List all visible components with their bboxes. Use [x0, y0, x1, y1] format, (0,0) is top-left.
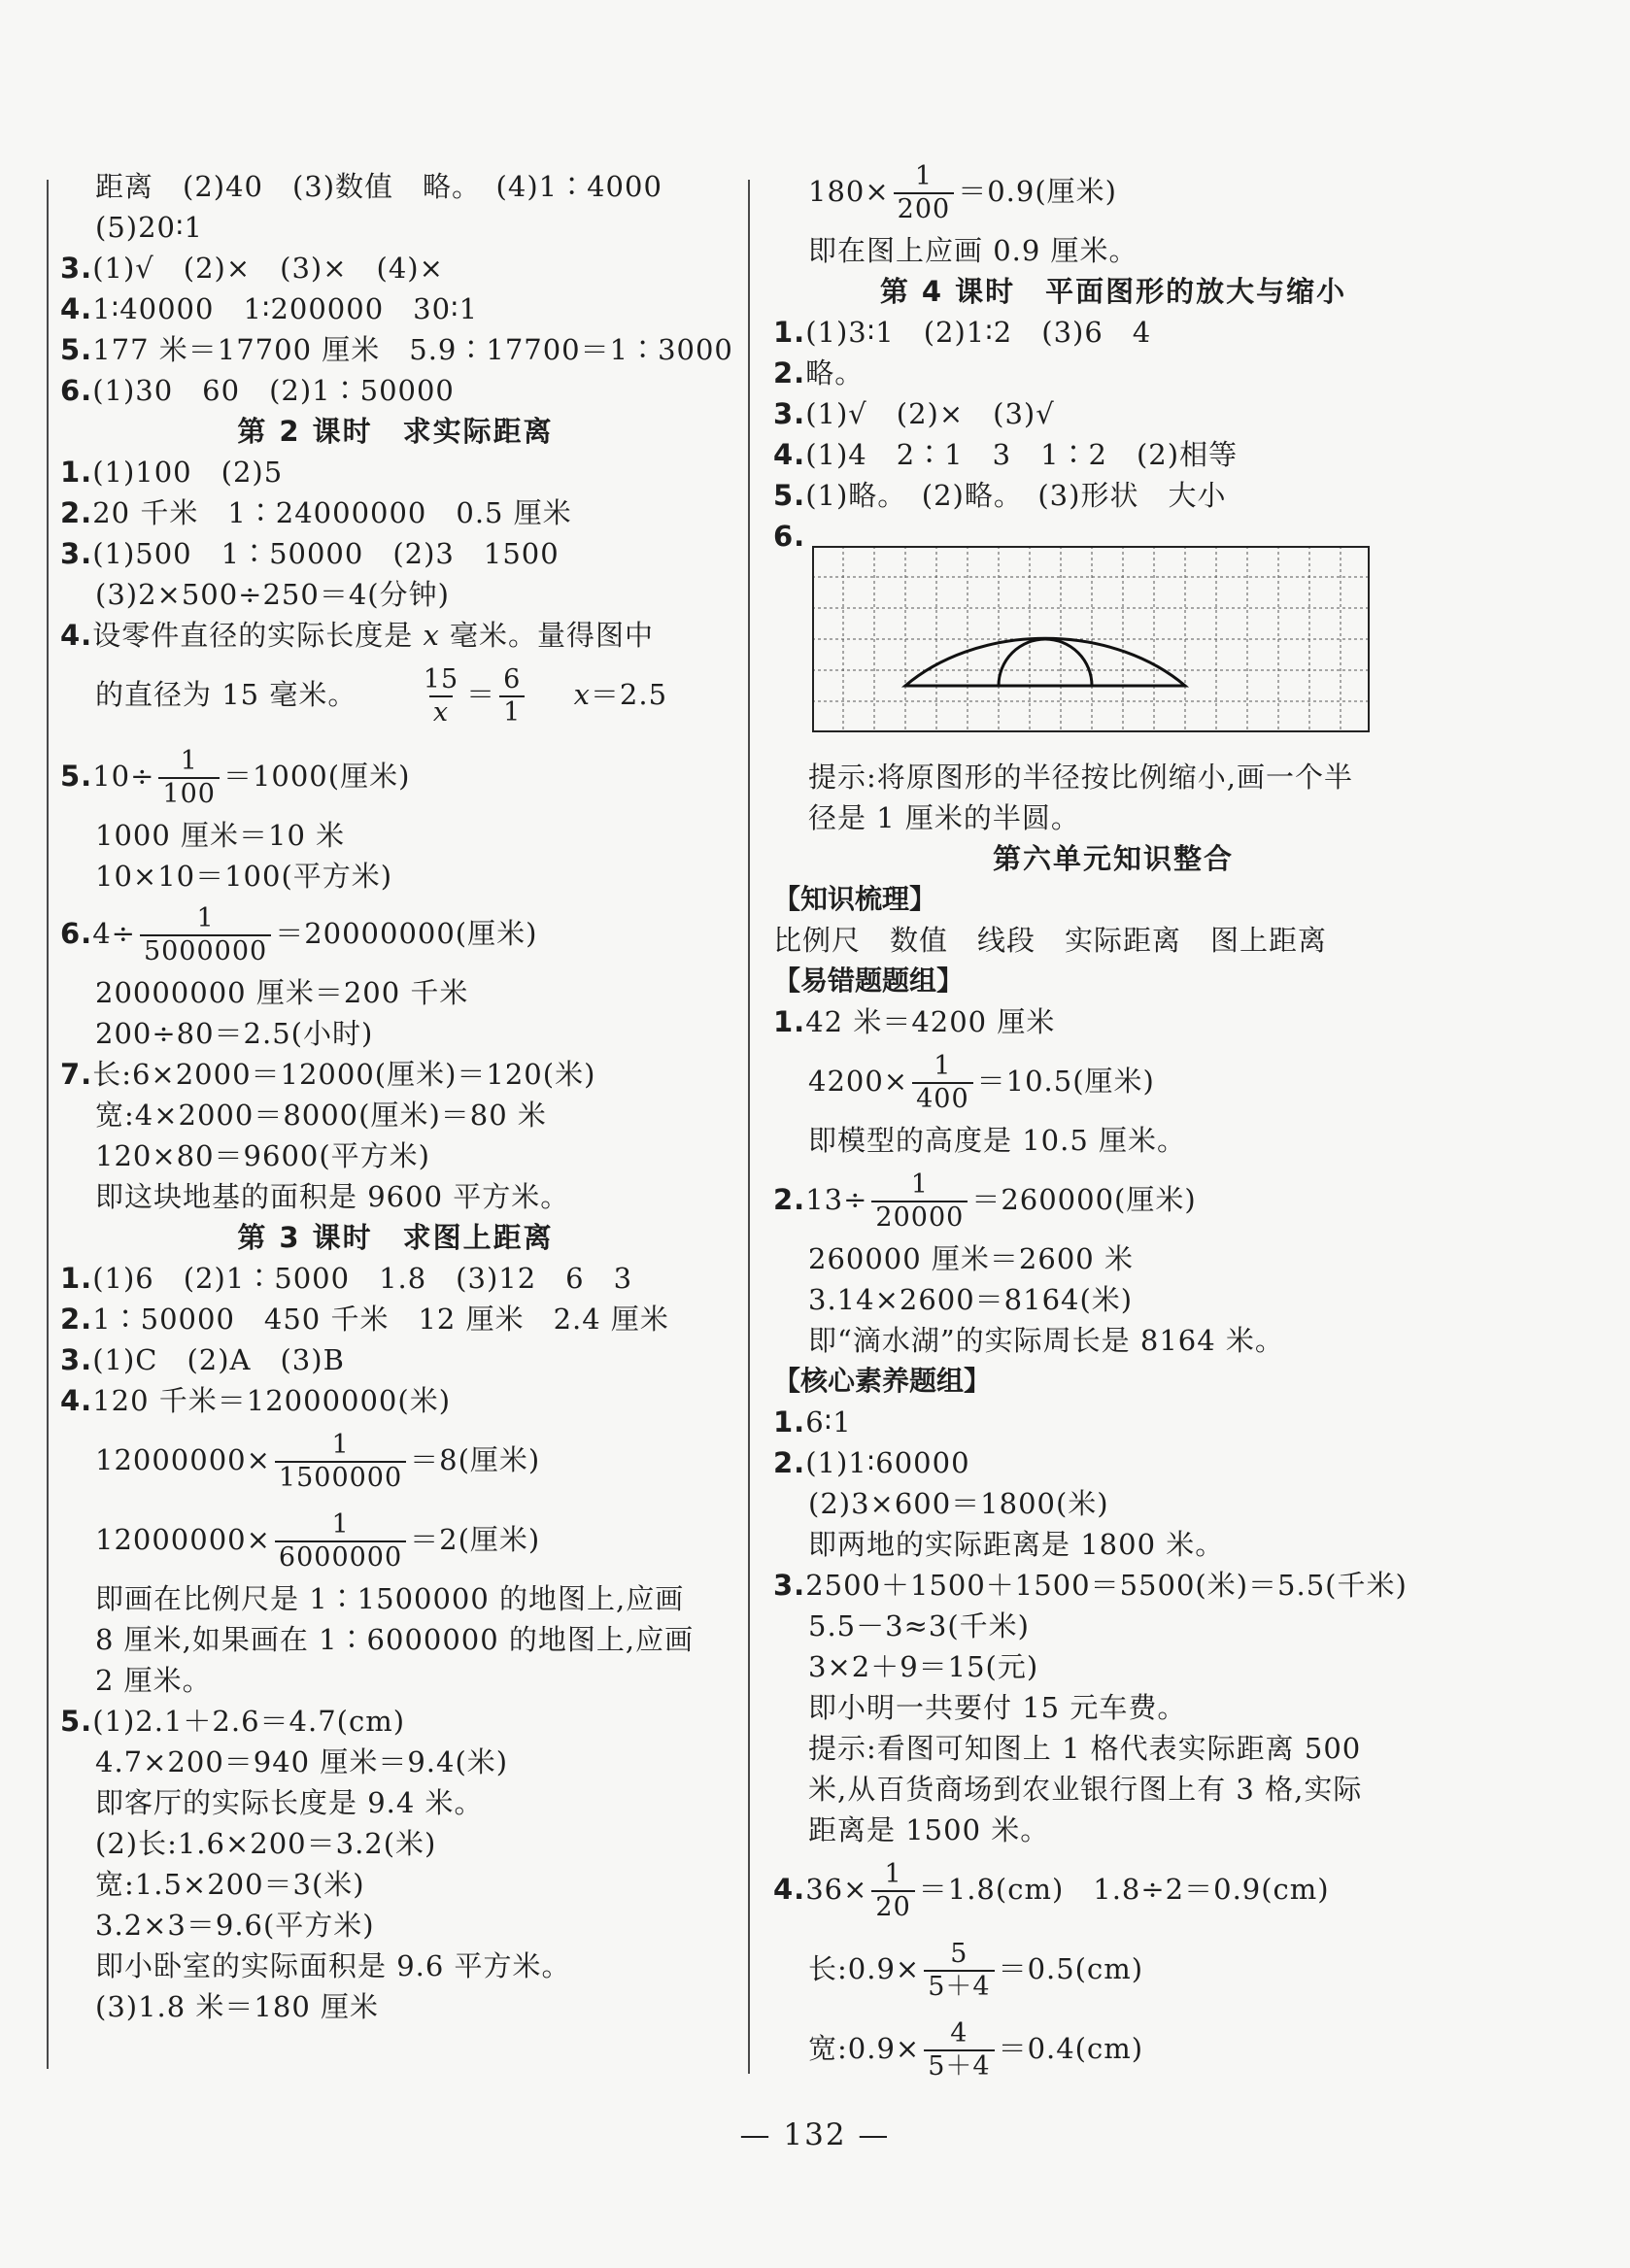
answer-text: ＝1000(厘米) [222, 760, 411, 793]
fraction [912, 1051, 973, 1115]
numerator: 15 [423, 664, 459, 694]
item-number: 6. [60, 374, 93, 407]
answer-2 [60, 495, 572, 530]
answer-line: 3.14×2600＝8164(米) [808, 1283, 1134, 1316]
answer-line-fraction [773, 2014, 1143, 2082]
hint-line: 提示:看图可知图上 1 格代表实际距离 500 [808, 1732, 1362, 1765]
small-semicircle [999, 639, 1092, 686]
item-number: 1. [60, 456, 93, 489]
left-margin-line [47, 180, 49, 2069]
answer-line: 即模型的高度是 10.5 厘米。 [808, 1124, 1187, 1157]
answer-line-fraction [773, 1935, 1143, 2003]
answer-line: 宽:1.5×200＝3(米) [95, 1868, 365, 1901]
fraction [894, 161, 955, 225]
fraction [499, 664, 525, 728]
item-number: 1. [773, 316, 806, 349]
item-number: 4. [60, 619, 93, 652]
lesson-2-heading: 第 2 课时 求实际距离 [237, 415, 554, 448]
answer-text: (1)500 1∶50000 (2)3 1500 [92, 537, 560, 570]
answer-line: 200÷80＝2.5(小时) [95, 1017, 374, 1050]
answer-line: 3.2×3＝9.6(平方米) [95, 1909, 375, 1942]
answer-4 [773, 1855, 1330, 1923]
answer-text: (1)6 (2)1∶5000 1.8 (3)12 6 3 [92, 1262, 633, 1295]
numerator: 1 [331, 1430, 350, 1460]
answer-text: ＝2(厘米) [410, 1523, 541, 1556]
answer-text: 13÷ [805, 1183, 868, 1216]
answer-text: 1∶50000 450 千米 12 厘米 2.4 厘米 [92, 1303, 669, 1336]
answer-line: 120×80＝9600(平方米) [95, 1139, 430, 1172]
numerator: 1 [331, 1509, 350, 1540]
answer-line: 距离 (2)40 (3)数值 略。 (4)1∶4000 [95, 170, 662, 203]
hint-line: 径是 1 厘米的半圆。 [808, 801, 1080, 834]
answer-line: 比例尺 数值 线段 实际距离 图上距离 [773, 924, 1328, 957]
answer-line: (5)20∶1 [95, 211, 203, 244]
answer-line: 4.7×200＝940 厘米＝9.4(米) [95, 1745, 509, 1778]
fraction [140, 903, 271, 967]
answer-6 [773, 519, 805, 554]
answer-line: 即这块地基的面积是 9600 平方米。 [95, 1180, 570, 1213]
item-number: 5. [60, 1705, 93, 1738]
lesson-3-heading: 第 3 课时 求图上距离 [237, 1221, 554, 1254]
item-number: 3. [60, 1343, 93, 1376]
answer-1 [773, 1004, 1055, 1039]
section-core-literacy: 【核心素养题组】 [773, 1365, 992, 1397]
answer-3 [60, 1342, 345, 1377]
answer-line: 8 厘米,如果画在 1∶6000000 的地图上,应画 [95, 1623, 695, 1656]
answer-text: 长:6×2000＝12000(厘米)＝120(米) [92, 1058, 596, 1091]
answer-line-fraction [773, 157, 1117, 225]
numerator: 6 [503, 664, 522, 694]
answer-5 [60, 1704, 405, 1739]
item-number: 1. [60, 1262, 93, 1295]
denominator: 400 [912, 1082, 973, 1115]
item-number: 5. [60, 333, 93, 366]
page-number: — 132 — [739, 2117, 891, 2152]
answer-text: 10÷ [92, 760, 155, 793]
fraction [871, 1169, 968, 1234]
fraction [275, 1430, 406, 1494]
denominator: 20000 [871, 1201, 968, 1234]
item-number: 6. [773, 520, 806, 553]
answer-text: 4200× [808, 1065, 909, 1098]
denominator: x [429, 695, 453, 728]
item-number: 5. [60, 760, 93, 793]
numerator: 1 [884, 1859, 902, 1889]
numerator: 1 [910, 1169, 929, 1200]
answer-text: 12000000× [95, 1523, 271, 1556]
answer-line: (3)2×500÷250＝4(分钟) [95, 578, 450, 611]
fraction [924, 1939, 994, 2003]
answer-text: (1)√ (2)× (3)√ [805, 397, 1055, 430]
numerator: 4 [950, 2018, 968, 2048]
answer-text: ＝1.8(cm) 1.8÷2＝0.9(cm) [918, 1873, 1330, 1906]
item-number: 2. [773, 356, 806, 389]
answer-text: (1)1∶60000 [805, 1446, 970, 1479]
answer-text: ＝10.5(厘米) [976, 1065, 1155, 1098]
answer-text: 120 千米＝12000000(米) [92, 1384, 452, 1417]
large-semicircle [905, 638, 1185, 686]
answer-3 [773, 1568, 1408, 1603]
answer-line: 即“滴水湖”的实际周长是 8164 米。 [808, 1324, 1284, 1357]
denominator: 5＋4 [924, 1970, 994, 2003]
answer-text: 177 米＝17700 厘米 5.9∶17700＝1∶3000 [92, 333, 733, 366]
answer-text: 20 千米 1∶24000000 0.5 厘米 [92, 496, 572, 529]
answer-line: 5.5－3≈3(千米) [808, 1609, 1030, 1642]
answer-2 [773, 1166, 1197, 1234]
answer-line: 1000 厘米＝10 米 [95, 819, 346, 852]
item-number: 3. [60, 252, 93, 285]
denominator: 5＋4 [924, 2049, 994, 2082]
answer-4 [60, 1383, 451, 1418]
answer-line: (2)长:1.6×200＝3.2(米) [95, 1827, 437, 1860]
variable: x [573, 678, 591, 711]
denominator: 5000000 [140, 934, 271, 967]
answer-text: ＝260000(厘米) [971, 1183, 1197, 1216]
denominator: 1500000 [275, 1461, 406, 1494]
numerator: 1 [934, 1051, 952, 1081]
answer-2 [60, 1302, 669, 1337]
item-number: 4. [60, 292, 93, 325]
hint-line: 米,从百货商场到农业银行图上有 3 格,实际 [808, 1773, 1363, 1806]
answer-text: ＝20000000(厘米) [275, 917, 538, 950]
answer-line: 2 厘米。 [95, 1664, 212, 1697]
answer-text: 4÷ [92, 917, 136, 950]
answer-2 [773, 1445, 970, 1480]
answer-line-fraction [60, 660, 667, 728]
unit-6-heading: 第六单元知识整合 [992, 842, 1234, 875]
answer-5 [60, 332, 733, 367]
item-number: 1. [773, 1005, 806, 1038]
answer-4 [60, 618, 654, 653]
answer-text: (1)√ (2)× (3)× (4)× [92, 252, 444, 285]
denominator: 200 [894, 192, 955, 225]
answer-text: ＝0.9(厘米) [958, 175, 1117, 208]
answer-text: (1)3∶1 (2)1∶2 (3)6 4 [805, 316, 1152, 349]
denominator: 6000000 [275, 1540, 406, 1574]
item-number: 3. [773, 1569, 806, 1602]
answer-line: 即客厅的实际长度是 9.4 米。 [95, 1786, 484, 1819]
denominator: 1 [499, 695, 525, 728]
answer-text: (1)100 (2)5 [92, 456, 284, 489]
fraction [275, 1509, 406, 1574]
answer-text: 宽:0.9× [808, 2032, 921, 2065]
item-number: 2. [60, 496, 93, 529]
answer-line-fraction [60, 1426, 540, 1494]
answer-text: 36× [805, 1873, 868, 1906]
answer-6 [60, 899, 537, 967]
answer-line-fraction [773, 1047, 1155, 1115]
denominator: 20 [871, 1890, 914, 1923]
answer-text: (1)略。 (2)略。 (3)形状 大小 [805, 479, 1227, 512]
grid-lines [812, 546, 1370, 732]
answer-line: 260000 厘米＝2600 米 [808, 1242, 1134, 1275]
item-number: 4. [60, 1384, 93, 1417]
answer-1 [60, 1261, 632, 1296]
item-number: 6. [60, 917, 93, 950]
answer-4 [60, 291, 478, 326]
fraction [420, 664, 462, 728]
numerator: 1 [914, 161, 934, 191]
answer-text: 的直径为 15 毫米。 [95, 678, 357, 711]
answer-text: (1)4 2∶1 3 1∶2 (2)相等 [805, 438, 1239, 471]
semicircle-grid-figure [812, 546, 1370, 732]
lesson-4-heading: 第 4 课时 平面图形的放大与缩小 [879, 275, 1347, 308]
item-number: 2. [773, 1183, 806, 1216]
item-number: 2. [60, 1303, 93, 1336]
variable: x [423, 619, 440, 652]
answer-text: (1)C (2)A (3)B [92, 1343, 345, 1376]
answer-line-fraction [60, 1506, 540, 1574]
answer-text: ＝0.5(cm) [998, 1952, 1144, 1985]
answer-text: ＝0.4(cm) [998, 2032, 1144, 2065]
hint-line: 距离是 1500 米。 [808, 1813, 1050, 1846]
equals-sign: ＝ [466, 678, 496, 711]
column-divider [748, 180, 750, 2074]
answer-line: 20000000 厘米＝200 千米 [95, 976, 469, 1009]
answer-1 [773, 315, 1151, 350]
hint-line: 提示:将原图形的半径按比例缩小,画一个半 [808, 761, 1353, 794]
item-number: 2. [773, 1446, 806, 1479]
item-number: 7. [60, 1058, 93, 1091]
answer-line: (2)3×600＝1800(米) [808, 1487, 1109, 1520]
answer-line: 宽:4×2000＝8000(厘米)＝80 米 [95, 1099, 547, 1132]
answer-text: 长:0.9× [808, 1952, 921, 1985]
numerator: 1 [180, 746, 198, 776]
item-number: 3. [60, 537, 93, 570]
answer-text: 2500＋1500＋1500＝5500(米)＝5.5(千米) [805, 1569, 1408, 1602]
numerator: 1 [196, 903, 215, 933]
answer-text: 12000000× [95, 1443, 271, 1476]
answer-line: 即两地的实际距离是 1800 米。 [808, 1528, 1225, 1561]
answer-text: 略。 [805, 356, 865, 389]
answer-7 [60, 1057, 595, 1092]
section-knowledge-review: 【知识梳理】 [773, 883, 937, 915]
fraction [158, 746, 220, 810]
answer-3 [60, 536, 560, 571]
answer-1 [773, 1405, 852, 1439]
answer-text: 42 米＝4200 厘米 [805, 1005, 1056, 1038]
answer-text: 毫米。量得图中 [450, 619, 655, 652]
answer-2 [773, 355, 864, 390]
answer-5 [60, 742, 410, 810]
answer-5 [773, 478, 1226, 513]
answer-3 [60, 251, 444, 286]
fraction [871, 1859, 914, 1923]
numerator: 5 [950, 1939, 968, 1969]
answer-text: 180× [808, 175, 890, 208]
answer-text: 设零件直径的实际长度是 [92, 619, 414, 652]
answer-3 [773, 396, 1055, 431]
answer-line: 3×2＋9＝15(元) [808, 1650, 1039, 1683]
answer-line: 10×10＝100(平方米) [95, 860, 393, 893]
item-number: 5. [773, 479, 806, 512]
answer-4 [773, 437, 1238, 472]
fraction [924, 2018, 994, 2082]
answer-line: 即在图上应画 0.9 厘米。 [808, 234, 1138, 267]
item-number: 4. [773, 438, 806, 471]
answer-6 [60, 373, 455, 408]
answer-1 [60, 455, 283, 490]
answer-text: (1)2.1＋2.6＝4.7(cm) [92, 1705, 406, 1738]
item-number: 4. [773, 1873, 806, 1906]
answer-text: ＝8(厘米) [410, 1443, 541, 1476]
answer-line: 即小明一共要付 15 元车费。 [808, 1691, 1187, 1724]
item-number: 3. [773, 397, 806, 430]
answer-text: 6∶1 [805, 1405, 852, 1439]
answer-line: 即小卧室的实际面积是 9.6 平方米。 [95, 1949, 571, 1982]
answer-line: 即画在比例尺是 1∶1500000 的地图上,应画 [95, 1582, 685, 1615]
answer-line: (3)1.8 米＝180 厘米 [95, 1990, 379, 2023]
denominator: 100 [158, 777, 220, 810]
section-error-prone: 【易错题题组】 [773, 965, 965, 997]
answer-text: 1∶40000 1∶200000 30∶1 [92, 292, 479, 325]
answer-text: (1)30 60 (2)1∶50000 [92, 374, 455, 407]
answer-text: ＝2.5 [590, 678, 668, 711]
item-number: 1. [773, 1405, 806, 1439]
